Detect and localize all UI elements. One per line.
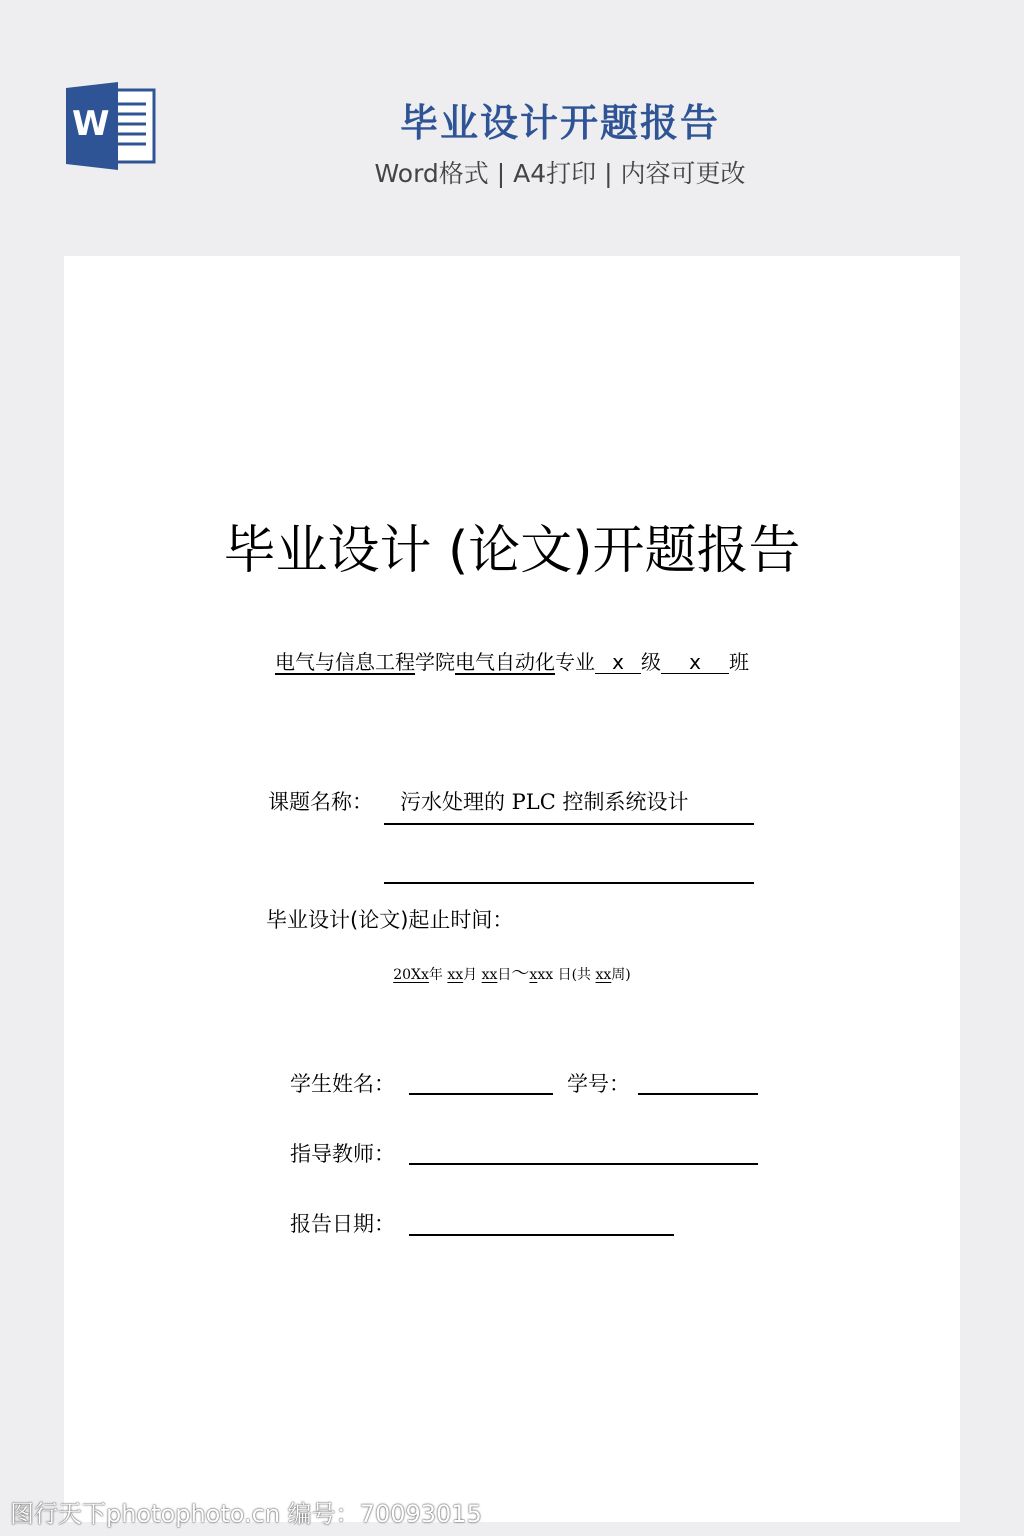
- class-field[interactable]: x: [661, 651, 729, 674]
- month-suffix: 月: [463, 967, 478, 983]
- advisor-label: 指导教师：: [290, 1142, 395, 1166]
- class-suffix: 班: [729, 650, 749, 674]
- major-name: 电气自动化: [455, 650, 555, 674]
- topic-value[interactable]: 污水处理的 PLC 控制系统设计: [400, 790, 689, 814]
- header-subtitle: Word格式 | A4打印 | 内容可更改: [374, 159, 746, 188]
- department-line: [64, 646, 960, 675]
- period-label: 毕业设计(论文)起止时间：: [266, 908, 514, 932]
- watermark-text: 图行天下photophoto.cn 编号：70093015: [10, 1500, 482, 1528]
- college-suffix: 学院: [415, 650, 455, 674]
- year-suffix: 年: [428, 967, 443, 983]
- start-day: xx: [481, 967, 498, 983]
- end-prefix: x: [529, 967, 538, 983]
- student-name-label: 学生姓名：: [290, 1072, 395, 1096]
- grade-suffix: 级: [641, 650, 661, 674]
- document-title: 毕业设计 (论文)开题报告: [223, 521, 801, 581]
- day-suffix: 日: [497, 967, 512, 983]
- topic-underline-2: [384, 882, 754, 884]
- grade-field[interactable]: x: [595, 651, 641, 674]
- weeks-count: xx: [595, 967, 612, 983]
- college-name: 电气与信息工程: [275, 650, 415, 674]
- advisor-field[interactable]: [409, 1163, 758, 1165]
- start-month: xx: [447, 967, 464, 983]
- student-name-field[interactable]: [409, 1093, 553, 1095]
- word-icon: [66, 82, 156, 170]
- tilde-separator: 〜: [511, 963, 530, 984]
- report-date-label: 报告日期：: [290, 1212, 395, 1236]
- start-year: 20Xx: [393, 967, 429, 983]
- student-id-field[interactable]: [638, 1093, 758, 1095]
- major-suffix: 专业: [555, 650, 595, 674]
- end-day: xx: [537, 967, 554, 983]
- document-page: [64, 256, 960, 1522]
- report-date-field[interactable]: [409, 1234, 674, 1236]
- topic-underline-1: [384, 823, 754, 825]
- weeks-suffix: 周): [611, 967, 631, 983]
- header-title: 毕业设计开题报告: [399, 101, 720, 145]
- end-suffix: 日(共: [557, 967, 592, 983]
- word-icon-letter: W: [72, 104, 110, 144]
- student-id-label: 学号：: [567, 1072, 630, 1096]
- topic-label: 课题名称：: [268, 790, 373, 814]
- period-dates[interactable]: [64, 959, 960, 985]
